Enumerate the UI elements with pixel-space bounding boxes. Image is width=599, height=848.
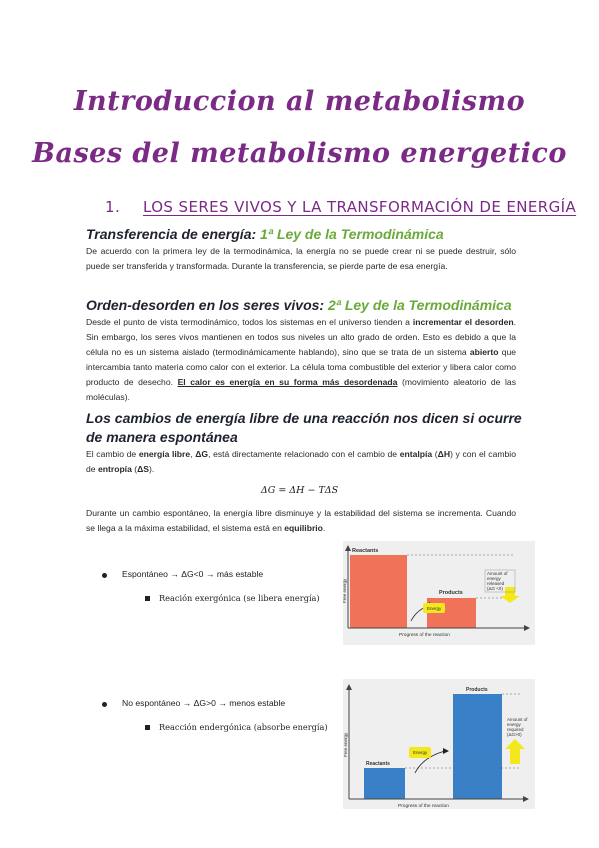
section-title: LOS SERES VIVOS Y LA TRANSFORMACIÓN DE ENERGÍA <box>143 198 577 216</box>
paragraph-equilibrio <box>86 506 516 536</box>
bullet-espontaneo <box>122 569 263 579</box>
energy-label: Energy <box>413 750 428 755</box>
annotation-line-1: Amount of <box>507 717 528 722</box>
bold-span: abierto <box>469 347 499 357</box>
reactants-label: Reactants <box>366 761 390 767</box>
exergonic-diagram <box>343 541 535 645</box>
y-axis-label: Free energy <box>342 578 347 603</box>
heading-transferencia-law: 1ª Ley de la Termodinámica <box>260 226 444 242</box>
paragraph-energia-libre <box>86 447 516 477</box>
text-span: , <box>190 449 196 459</box>
y-axis-arrowhead <box>345 545 351 551</box>
annotation-line-2: energy <box>487 576 501 581</box>
text-span: Desde el punto de vista termodinámico, todos los sistemas en el universo tienden a <box>86 317 413 327</box>
section-number: 1. <box>105 198 121 216</box>
bullet-dot <box>102 573 107 578</box>
heading-orden-law: 2ª Ley de la Termodinámica <box>327 297 512 313</box>
endergonic-diagram <box>343 679 535 809</box>
heading-transferencia <box>86 226 444 242</box>
heading-orden <box>86 297 512 313</box>
energy-required-arrowhead <box>505 739 525 749</box>
x-axis-arrowhead <box>524 625 530 631</box>
bold-span: entalpía <box>399 449 433 459</box>
section-heading <box>105 198 576 216</box>
bullet-square <box>145 725 150 730</box>
energy-released-arrowhead <box>500 596 520 603</box>
endergonic-diagram-svg <box>343 679 535 809</box>
annotation-line-3: released <box>487 581 505 586</box>
reactants-label: Reactants <box>352 548 379 554</box>
paragraph-transferencia: De acuerdo con la primera ley de la termodinámica, la energía no se puede crear ni se puede destruir, sólo puede ser transferida y transformada. Durante la transferencia, se pierde parte de esa energía. <box>86 246 516 271</box>
gibbs-equation: ΔG = ΔH − TΔS <box>260 485 339 496</box>
annotation-line-4: (ΔG>0) <box>507 732 522 737</box>
text-span: ). <box>149 464 155 474</box>
text-span: El cambio de <box>86 449 139 459</box>
heading-cambios: Los cambios de energía libre de una reacción nos dicen si ocurre de manera espontánea <box>86 410 522 445</box>
text-span: . <box>322 523 326 533</box>
bullet-text: Espontáneo → ΔG<0 → más estable <box>122 569 264 579</box>
heading-orden-text: Orden-desorden en los seres vivos: <box>86 297 325 313</box>
bold-span: incrementar el desorden <box>412 317 514 327</box>
bullet-text: Reación exergónica (se libera energía) <box>159 593 320 603</box>
annotation-line-1: Amount of <box>487 571 508 576</box>
subbullet-endergonica <box>159 722 328 732</box>
subbullet-exergonica <box>159 593 320 603</box>
bold-span: ΔG <box>195 449 209 459</box>
exergonic-diagram-svg <box>343 541 535 645</box>
document-title: Introduccion al metabolismo <box>73 86 526 117</box>
bullet-square <box>145 596 150 601</box>
bold-underline-span: El calor es energía en su forma más desordenada <box>177 377 398 387</box>
bold-span: equilibrio <box>284 523 323 533</box>
text-span: (movimiento aleatorio de las moléculas). <box>86 377 516 402</box>
bold-span: energía libre <box>138 449 191 459</box>
products-label: Products <box>466 687 488 693</box>
paragraph-orden <box>86 315 516 405</box>
energy-released-arrow <box>505 587 515 596</box>
text-span: . Sin embargo, los seres vivos mantienen en todos sus niveles un alto grado de orden. Esto es debido a que la célula no es un sistema aislado (termodinámicamente hablando), sino que se trata de un sistema <box>86 317 516 357</box>
text-span: ( <box>432 449 438 459</box>
x-axis-label: Progress of the reaction <box>399 633 450 638</box>
heading-transferencia-text: Transferencia de energía: <box>86 226 257 242</box>
reactants-bar <box>350 555 407 628</box>
products-bar <box>453 694 502 799</box>
energy-required-arrow <box>510 749 520 764</box>
text-span: , está directamente relacionado con el cambio de <box>208 449 400 459</box>
bullet-dot <box>102 702 107 707</box>
bold-span: entropía <box>97 464 132 474</box>
text-span: Durante un cambio espontáneo, la energía libre disminuye y la estabilidad del sistema se incrementa. Cuando se llega a la máxima estabilidad, el sistema está en <box>86 508 516 533</box>
energy-label: Energy <box>427 606 442 611</box>
reactants-bar <box>364 768 405 799</box>
text-span: que intercambia tanto materia como calor con el exterior. La célula toma combustible del exterior y libera calor como producto de desecho. <box>86 347 517 387</box>
x-axis-arrowhead <box>523 796 529 802</box>
bullet-no-espontaneo <box>122 698 285 708</box>
energy-curved-arrowhead <box>443 748 449 754</box>
bullet-text: No espontáneo → ΔG>0 → menos estable <box>122 698 286 708</box>
bold-span: ΔS <box>137 464 150 474</box>
products-label: Products <box>439 590 463 596</box>
x-axis-label: Progress of the reaction <box>398 804 449 809</box>
bold-span: ΔH <box>437 449 451 459</box>
bullet-text: Reacción endergónica (absorbe energía) <box>159 722 328 732</box>
text-span: ( <box>131 464 138 474</box>
document-subtitle: Bases del metabolismo energetico <box>32 138 567 169</box>
y-axis-label: Free energy <box>343 732 348 757</box>
y-axis-arrowhead <box>346 684 352 690</box>
annotation-line-4: (ΔG <0) <box>487 586 503 591</box>
annotation-line-2: energy <box>507 722 521 727</box>
text-span: ) y con el cambio de <box>86 449 516 474</box>
annotation-line-3: required <box>507 727 524 732</box>
